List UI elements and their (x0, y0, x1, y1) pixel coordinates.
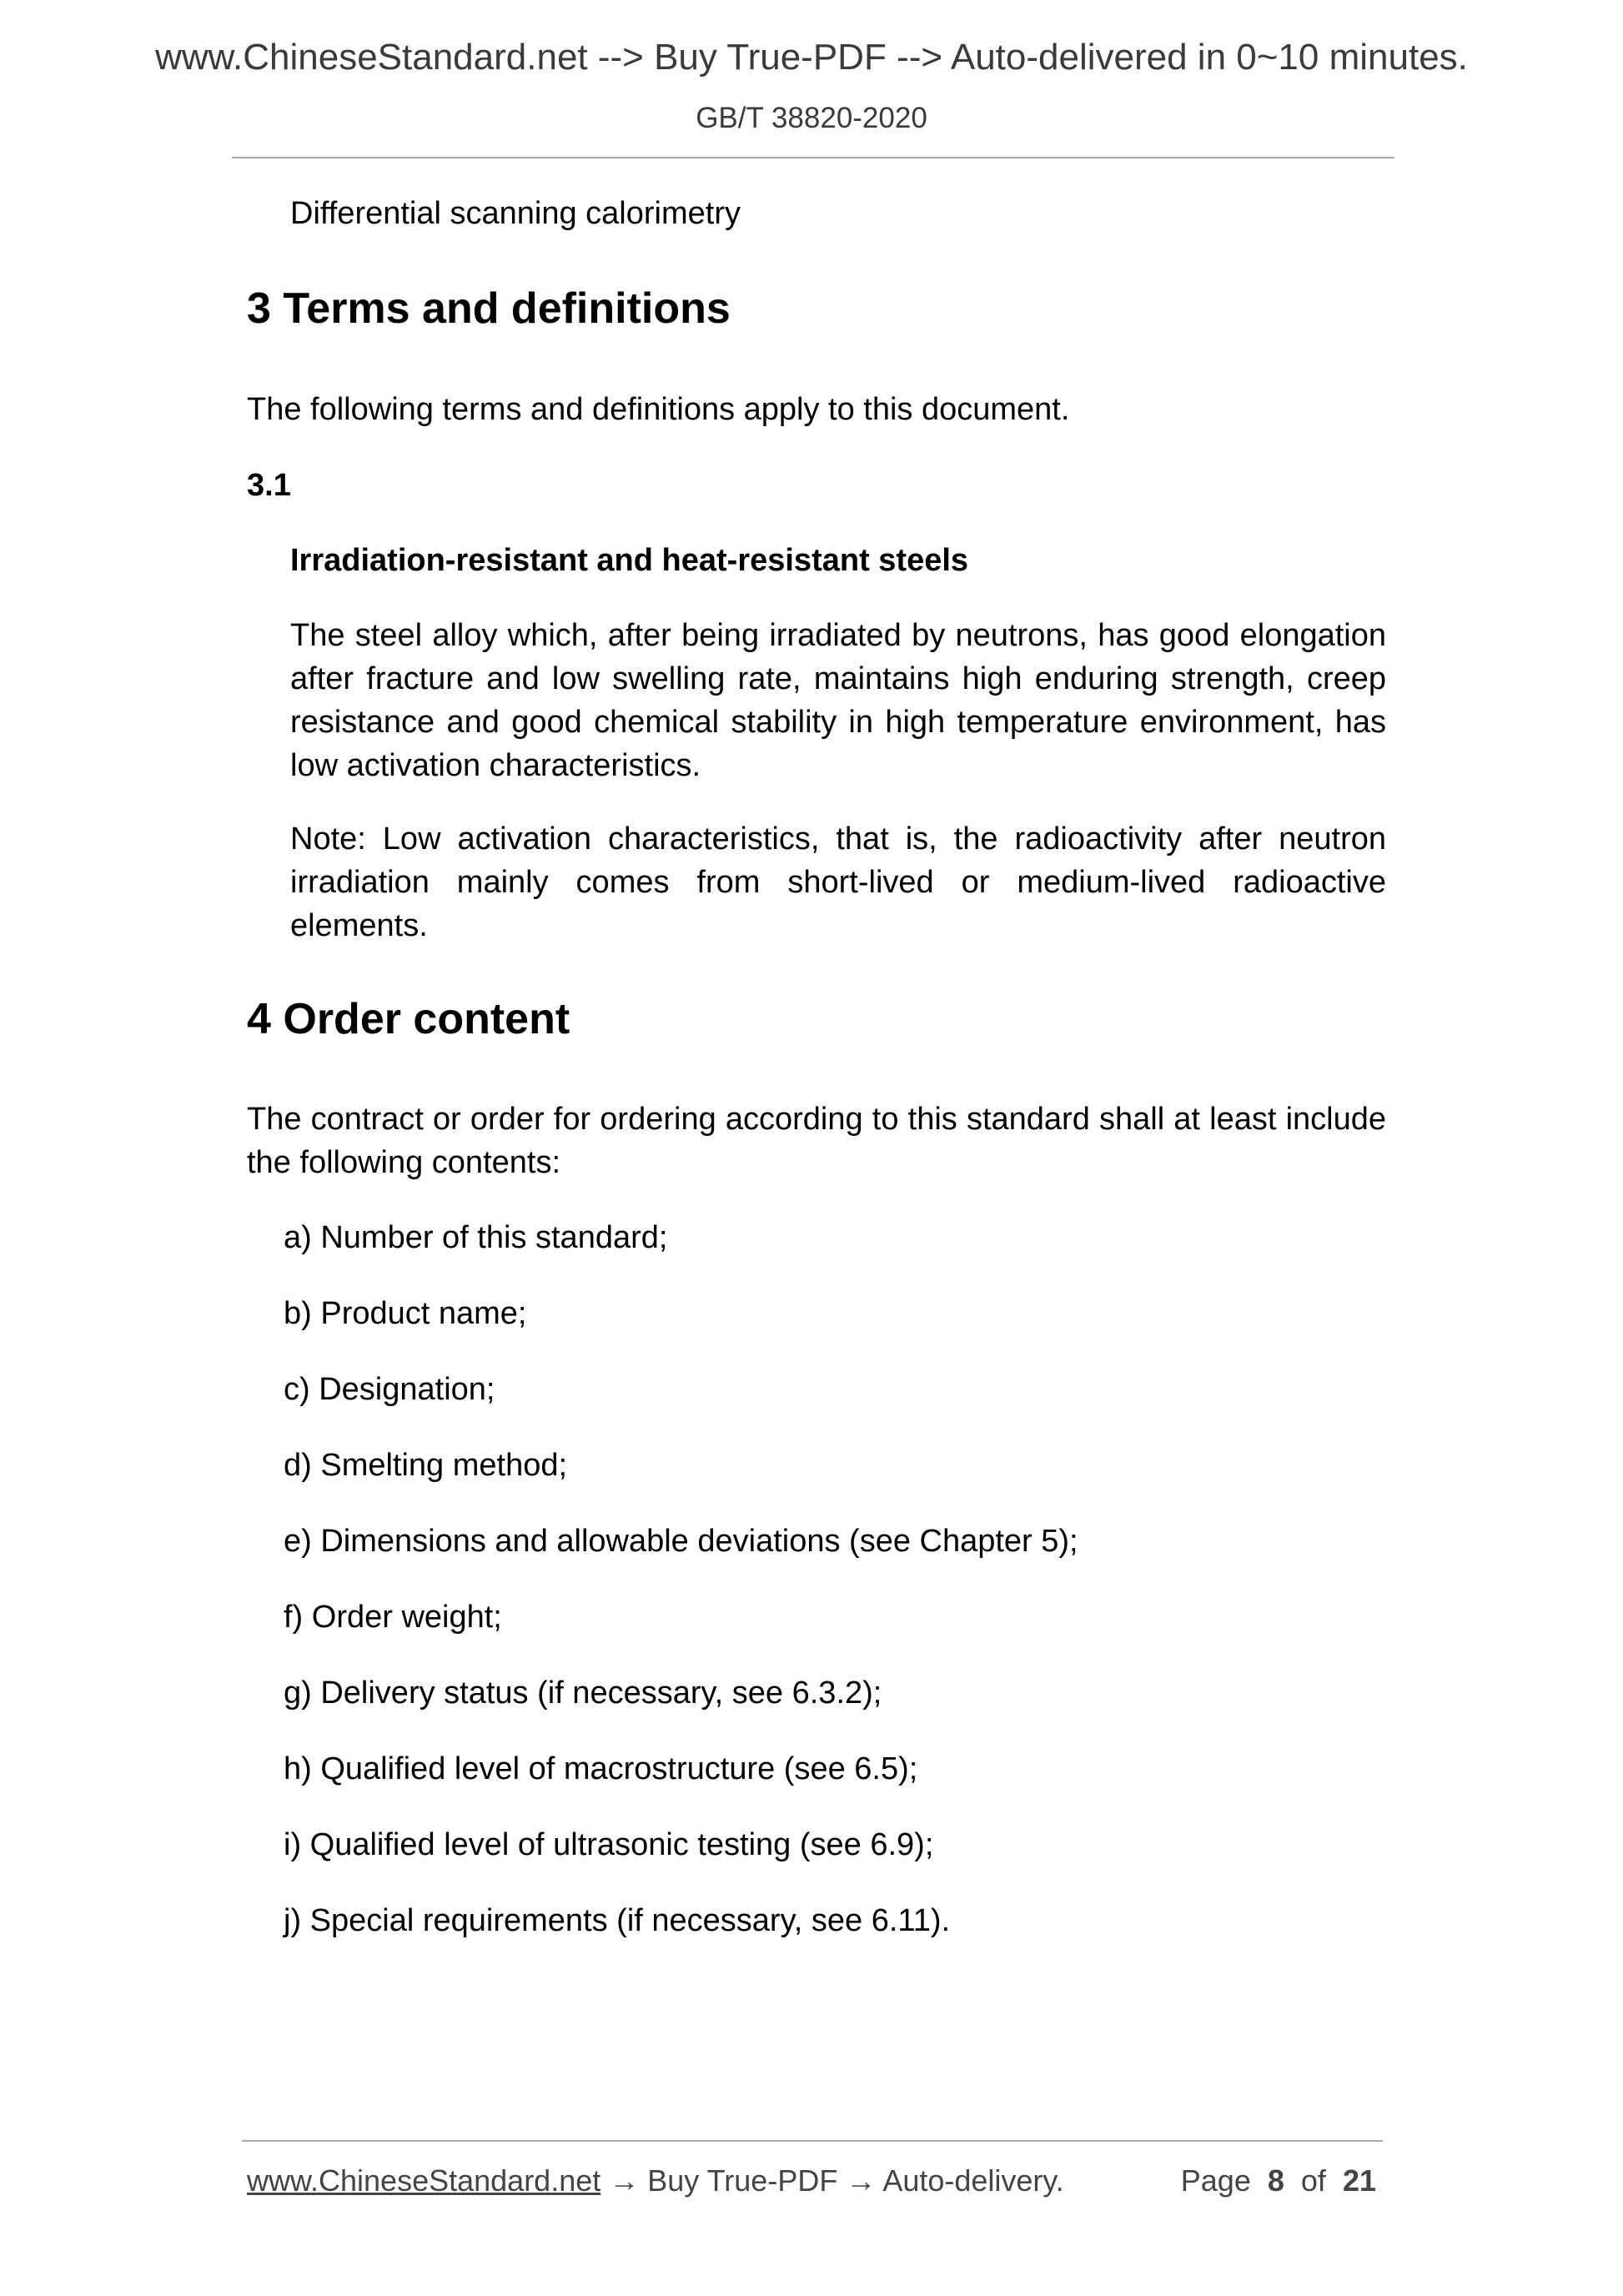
term-note: Note: Low activation characteristics, that is, the radioactivity after neutron irradiation mainly comes from short-lived or medium-lived radioactive elements. (290, 821, 1386, 943)
order-list-item: i) Qualified level of ultrasonic testing (see 6.9); (284, 1827, 934, 1862)
section-3-heading: 3 Terms and definitions (247, 284, 731, 333)
order-list-item: h) Qualified level of macrostructure (see 6.5); (284, 1751, 918, 1786)
section-4-intro: The contract or order for ordering according to this standard shall at least include the following contents: (247, 1102, 1386, 1180)
page-current: 8 (1267, 2163, 1284, 2198)
order-list-item: c) Designation; (284, 1372, 495, 1407)
footer-divider (242, 2140, 1383, 2142)
term-title: Irradiation-resistant and heat-resistant steels (290, 543, 969, 578)
order-list-item: a) Number of this standard; (284, 1220, 668, 1255)
section-4-heading: 4 Order content (247, 995, 570, 1043)
footer-promo (247, 2163, 1064, 2198)
term-number: 3.1 (247, 468, 291, 503)
page-total: 21 (1342, 2163, 1376, 2198)
order-list-item: j) Special requirements (if necessary, see 6.11). (284, 1903, 951, 1938)
top-banner: www.ChineseStandard.net --> Buy True-PDF --> Auto-delivered in 0~10 minutes. (155, 37, 1468, 78)
term-definition: The steel alloy which, after being irradiated by neutrons, has good elongation after fracture and low swelling rate, maintains high enduring strength, creep resistance and good chemical stability in high temperature environment, has low activation characteristics. (290, 618, 1386, 783)
order-list-item: e) Dimensions and allowable deviations (see Chapter 5); (284, 1524, 1078, 1559)
page-indicator (1181, 2163, 1376, 2198)
footer-tagline: → Buy True-PDF → Auto-delivery. (600, 2163, 1064, 2198)
dsc-abbreviation-line: Differential scanning calorimetry (290, 196, 741, 231)
order-list-item: f) Order weight; (284, 1600, 502, 1635)
order-list-item: b) Product name; (284, 1296, 527, 1331)
header-divider (232, 157, 1394, 158)
document-code: GB/T 38820-2020 (696, 102, 927, 134)
order-list-item: d) Smelting method; (284, 1448, 568, 1483)
footer-site-link[interactable]: www.ChineseStandard.net (247, 2163, 601, 2198)
order-list-item: g) Delivery status (if necessary, see 6.3.2); (284, 1676, 882, 1711)
section-3-intro: The following terms and definitions apply to this document. (247, 392, 1070, 427)
page-of-label: of (1300, 2163, 1326, 2198)
page-label: Page (1180, 2163, 1251, 2198)
